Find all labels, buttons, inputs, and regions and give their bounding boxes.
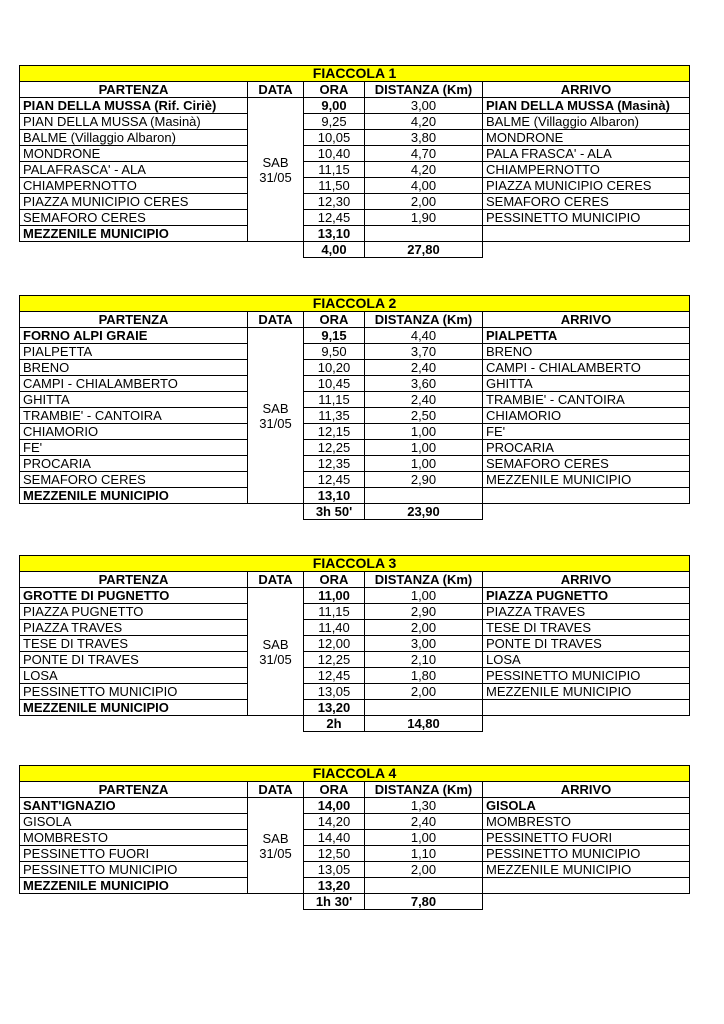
header-distanza: DISTANZA (Km)	[365, 782, 483, 798]
blank-cell	[248, 242, 304, 258]
header-ora: ORA	[304, 782, 365, 798]
table-title-row	[20, 66, 690, 82]
cell-ora: 12,45	[304, 668, 365, 684]
schedule-table-fiaccola-4	[19, 765, 690, 910]
table-row	[20, 328, 690, 344]
total-time: 2h	[304, 716, 365, 732]
table-row	[20, 846, 690, 862]
cell-partenza: FE'	[20, 440, 248, 456]
cell-arrivo: PONTE DI TRAVES	[483, 636, 690, 652]
table-title: FIACCOLA 1	[20, 66, 690, 82]
schedule-table-fiaccola-3	[19, 555, 690, 732]
cell-ora: 11,50	[304, 178, 365, 194]
cell-partenza: MEZZENILE MUNICIPIO	[20, 878, 248, 894]
cell-partenza: SEMAFORO CERES	[20, 472, 248, 488]
cell-ora: 12,25	[304, 652, 365, 668]
table-row	[20, 588, 690, 604]
cell-arrivo: MONDRONE	[483, 130, 690, 146]
cell-distanza: 2,10	[365, 652, 483, 668]
cell-date	[248, 98, 304, 242]
cell-ora: 13,10	[304, 226, 365, 242]
table-row	[20, 814, 690, 830]
cell-distanza: 4,40	[365, 328, 483, 344]
cell-partenza: PIAN DELLA MUSSA (Rif. Ciriè)	[20, 98, 248, 114]
cell-arrivo	[483, 878, 690, 894]
schedule-table-fiaccola-2	[19, 295, 690, 520]
cell-distanza: 4,20	[365, 162, 483, 178]
table-row	[20, 668, 690, 684]
cell-arrivo: SEMAFORO CERES	[483, 456, 690, 472]
date-number: 31/05	[259, 845, 292, 861]
cell-ora: 10,20	[304, 360, 365, 376]
cell-distanza: 3,00	[365, 636, 483, 652]
table-row	[20, 344, 690, 360]
cell-ora: 14,00	[304, 798, 365, 814]
cell-distanza: 2,40	[365, 392, 483, 408]
header-arrivo: ARRIVO	[483, 572, 690, 588]
total-row	[20, 504, 690, 520]
header-data: DATA	[248, 82, 304, 98]
cell-distanza: 3,00	[365, 98, 483, 114]
cell-partenza: TRAMBIE' - CANTOIRA	[20, 408, 248, 424]
table-header-row	[20, 82, 690, 98]
table-row	[20, 392, 690, 408]
cell-ora: 10,40	[304, 146, 365, 162]
cell-distanza: 2,90	[365, 604, 483, 620]
cell-ora: 9,15	[304, 328, 365, 344]
cell-ora: 12,45	[304, 472, 365, 488]
total-row	[20, 242, 690, 258]
cell-arrivo: GHITTA	[483, 376, 690, 392]
cell-ora: 13,20	[304, 878, 365, 894]
cell-distanza: 1,00	[365, 456, 483, 472]
total-time: 3h 50'	[304, 504, 365, 520]
table-title-row	[20, 296, 690, 312]
cell-arrivo: PIAZZA TRAVES	[483, 604, 690, 620]
cell-partenza: FORNO ALPI GRAIE	[20, 328, 248, 344]
cell-partenza: PIAN DELLA MUSSA (Masinà)	[20, 114, 248, 130]
cell-distanza: 1,90	[365, 210, 483, 226]
total-row	[20, 716, 690, 732]
header-arrivo: ARRIVO	[483, 312, 690, 328]
cell-ora: 12,35	[304, 456, 365, 472]
table-row	[20, 636, 690, 652]
cell-partenza: GHITTA	[20, 392, 248, 408]
cell-ora: 11,00	[304, 588, 365, 604]
cell-distanza: 2,00	[365, 620, 483, 636]
cell-distanza: 1,00	[365, 440, 483, 456]
header-ora: ORA	[304, 572, 365, 588]
cell-arrivo: LOSA	[483, 652, 690, 668]
cell-ora: 13,05	[304, 862, 365, 878]
blank-cell	[20, 716, 248, 732]
cell-ora: 11,15	[304, 604, 365, 620]
total-row	[20, 894, 690, 910]
cell-distanza	[365, 878, 483, 894]
table-title: FIACCOLA 3	[20, 556, 690, 572]
table-row	[20, 440, 690, 456]
blank-cell	[248, 504, 304, 520]
cell-distanza: 3,80	[365, 130, 483, 146]
cell-arrivo: MEZZENILE MUNICIPIO	[483, 684, 690, 700]
cell-ora: 13,20	[304, 700, 365, 716]
schedule-table-fiaccola-1	[19, 65, 690, 258]
cell-distanza	[365, 700, 483, 716]
cell-arrivo: TESE DI TRAVES	[483, 620, 690, 636]
cell-arrivo: BALME (Villaggio Albaron)	[483, 114, 690, 130]
table-row	[20, 700, 690, 716]
cell-partenza: CHIAMORIO	[20, 424, 248, 440]
cell-ora: 12,00	[304, 636, 365, 652]
cell-ora: 9,25	[304, 114, 365, 130]
cell-distanza: 3,60	[365, 376, 483, 392]
cell-partenza: PALAFRASCA' - ALA	[20, 162, 248, 178]
cell-partenza: PONTE DI TRAVES	[20, 652, 248, 668]
total-time: 1h 30'	[304, 894, 365, 910]
total-distance: 27,80	[365, 242, 483, 258]
cell-partenza: MEZZENILE MUNICIPIO	[20, 226, 248, 242]
cell-arrivo: MOMBRESTO	[483, 814, 690, 830]
table-row	[20, 424, 690, 440]
header-ora: ORA	[304, 312, 365, 328]
cell-partenza: GROTTE DI PUGNETTO	[20, 588, 248, 604]
table-row	[20, 456, 690, 472]
table-title: FIACCOLA 2	[20, 296, 690, 312]
blank-cell	[248, 894, 304, 910]
cell-distanza: 1,80	[365, 668, 483, 684]
cell-ora: 12,50	[304, 846, 365, 862]
cell-distanza: 3,70	[365, 344, 483, 360]
table-header-row	[20, 782, 690, 798]
cell-arrivo: PALA FRASCA' - ALA	[483, 146, 690, 162]
cell-distanza: 2,40	[365, 360, 483, 376]
cell-distanza: 4,70	[365, 146, 483, 162]
header-arrivo: ARRIVO	[483, 82, 690, 98]
cell-arrivo: TRAMBIE' - CANTOIRA	[483, 392, 690, 408]
cell-distanza	[365, 488, 483, 504]
cell-distanza: 1,00	[365, 424, 483, 440]
cell-arrivo: PESSINETTO MUNICIPIO	[483, 210, 690, 226]
table-row	[20, 878, 690, 894]
date-number: 31/05	[259, 415, 292, 431]
blank-cell	[20, 894, 248, 910]
cell-partenza: PIAZZA TRAVES	[20, 620, 248, 636]
cell-partenza: SEMAFORO CERES	[20, 210, 248, 226]
cell-partenza: PESSINETTO FUORI	[20, 846, 248, 862]
cell-partenza: PESSINETTO MUNICIPIO	[20, 862, 248, 878]
cell-distanza: 1,10	[365, 846, 483, 862]
header-partenza: PARTENZA	[20, 572, 248, 588]
header-data: DATA	[248, 782, 304, 798]
cell-ora: 12,15	[304, 424, 365, 440]
cell-partenza: LOSA	[20, 668, 248, 684]
blank-cell	[248, 716, 304, 732]
blank-cell	[483, 242, 690, 258]
date-number: 31/05	[259, 651, 292, 667]
cell-arrivo: CAMPI - CHIALAMBERTO	[483, 360, 690, 376]
cell-ora: 10,05	[304, 130, 365, 146]
cell-partenza: MEZZENILE MUNICIPIO	[20, 700, 248, 716]
table-row	[20, 376, 690, 392]
cell-date	[248, 588, 304, 716]
total-distance: 23,90	[365, 504, 483, 520]
cell-distanza: 2,40	[365, 814, 483, 830]
cell-distanza: 1,00	[365, 588, 483, 604]
blank-cell	[483, 894, 690, 910]
date-day: SAB	[262, 830, 289, 846]
total-distance: 14,80	[365, 716, 483, 732]
cell-arrivo: CHIAMPERNOTTO	[483, 162, 690, 178]
cell-arrivo: MEZZENILE MUNICIPIO	[483, 472, 690, 488]
cell-distanza: 2,00	[365, 862, 483, 878]
table-row	[20, 360, 690, 376]
header-data: DATA	[248, 572, 304, 588]
table-row	[20, 130, 690, 146]
cell-partenza: SANT'IGNAZIO	[20, 798, 248, 814]
cell-arrivo: BRENO	[483, 344, 690, 360]
cell-arrivo: FE'	[483, 424, 690, 440]
cell-date	[248, 798, 304, 894]
cell-partenza: PESSINETTO MUNICIPIO	[20, 684, 248, 700]
header-arrivo: ARRIVO	[483, 782, 690, 798]
header-distanza: DISTANZA (Km)	[365, 312, 483, 328]
cell-arrivo	[483, 226, 690, 242]
table-row	[20, 830, 690, 846]
header-partenza: PARTENZA	[20, 82, 248, 98]
table-row	[20, 210, 690, 226]
cell-arrivo: PESSINETTO MUNICIPIO	[483, 846, 690, 862]
cell-ora: 12,30	[304, 194, 365, 210]
cell-distanza: 1,00	[365, 830, 483, 846]
cell-ora: 11,15	[304, 392, 365, 408]
cell-distanza: 1,30	[365, 798, 483, 814]
cell-arrivo	[483, 700, 690, 716]
cell-distanza: 4,20	[365, 114, 483, 130]
table-row	[20, 684, 690, 700]
cell-partenza: BALME (Villaggio Albaron)	[20, 130, 248, 146]
cell-ora: 13,10	[304, 488, 365, 504]
date-day: SAB	[262, 400, 289, 416]
cell-arrivo: PESSINETTO FUORI	[483, 830, 690, 846]
total-distance: 7,80	[365, 894, 483, 910]
cell-partenza: MEZZENILE MUNICIPIO	[20, 488, 248, 504]
cell-arrivo: PIAZZA MUNICIPIO CERES	[483, 178, 690, 194]
cell-arrivo: MEZZENILE MUNICIPIO	[483, 862, 690, 878]
table-header-row	[20, 572, 690, 588]
table-row	[20, 114, 690, 130]
table-row	[20, 178, 690, 194]
cell-date	[248, 328, 304, 504]
table-row	[20, 146, 690, 162]
cell-partenza: PROCARIA	[20, 456, 248, 472]
total-time: 4,00	[304, 242, 365, 258]
table-header-row	[20, 312, 690, 328]
table-row	[20, 226, 690, 242]
cell-ora: 11,15	[304, 162, 365, 178]
cell-ora: 11,40	[304, 620, 365, 636]
cell-arrivo: PIALPETTA	[483, 328, 690, 344]
cell-partenza: TESE DI TRAVES	[20, 636, 248, 652]
table-title: FIACCOLA 4	[20, 766, 690, 782]
table-title-row	[20, 766, 690, 782]
cell-distanza: 2,00	[365, 684, 483, 700]
blank-cell	[483, 504, 690, 520]
cell-partenza: CAMPI - CHIALAMBERTO	[20, 376, 248, 392]
cell-ora: 14,20	[304, 814, 365, 830]
cell-partenza: PIAZZA MUNICIPIO CERES	[20, 194, 248, 210]
cell-partenza: CHIAMPERNOTTO	[20, 178, 248, 194]
cell-ora: 14,40	[304, 830, 365, 846]
header-partenza: PARTENZA	[20, 782, 248, 798]
table-row	[20, 604, 690, 620]
header-ora: ORA	[304, 82, 365, 98]
cell-ora: 10,45	[304, 376, 365, 392]
blank-cell	[20, 504, 248, 520]
cell-partenza: PIAZZA PUGNETTO	[20, 604, 248, 620]
cell-distanza	[365, 226, 483, 242]
table-row	[20, 798, 690, 814]
table-row	[20, 862, 690, 878]
cell-ora: 13,05	[304, 684, 365, 700]
cell-arrivo	[483, 488, 690, 504]
cell-arrivo: CHIAMORIO	[483, 408, 690, 424]
cell-partenza: MONDRONE	[20, 146, 248, 162]
date-day: SAB	[262, 636, 289, 652]
cell-distanza: 2,90	[365, 472, 483, 488]
cell-arrivo: PESSINETTO MUNICIPIO	[483, 668, 690, 684]
cell-arrivo: SEMAFORO CERES	[483, 194, 690, 210]
table-row	[20, 472, 690, 488]
header-partenza: PARTENZA	[20, 312, 248, 328]
cell-partenza: GISOLA	[20, 814, 248, 830]
cell-arrivo: PIAZZA PUGNETTO	[483, 588, 690, 604]
cell-distanza: 2,50	[365, 408, 483, 424]
cell-partenza: MOMBRESTO	[20, 830, 248, 846]
cell-partenza: PIALPETTA	[20, 344, 248, 360]
table-row	[20, 488, 690, 504]
table-row	[20, 162, 690, 178]
table-row	[20, 194, 690, 210]
cell-arrivo: PIAN DELLA MUSSA (Masinà)	[483, 98, 690, 114]
table-row	[20, 98, 690, 114]
cell-distanza: 2,00	[365, 194, 483, 210]
header-data: DATA	[248, 312, 304, 328]
table-row	[20, 652, 690, 668]
blank-cell	[483, 716, 690, 732]
cell-ora: 12,45	[304, 210, 365, 226]
cell-arrivo: PROCARIA	[483, 440, 690, 456]
date-day: SAB	[262, 154, 289, 170]
table-row	[20, 620, 690, 636]
table-row	[20, 408, 690, 424]
cell-ora: 12,25	[304, 440, 365, 456]
cell-partenza: BRENO	[20, 360, 248, 376]
table-title-row	[20, 556, 690, 572]
blank-cell	[20, 242, 248, 258]
header-distanza: DISTANZA (Km)	[365, 82, 483, 98]
header-distanza: DISTANZA (Km)	[365, 572, 483, 588]
cell-ora: 11,35	[304, 408, 365, 424]
cell-ora: 9,00	[304, 98, 365, 114]
cell-ora: 9,50	[304, 344, 365, 360]
cell-distanza: 4,00	[365, 178, 483, 194]
cell-arrivo: GISOLA	[483, 798, 690, 814]
date-number: 31/05	[259, 169, 292, 185]
